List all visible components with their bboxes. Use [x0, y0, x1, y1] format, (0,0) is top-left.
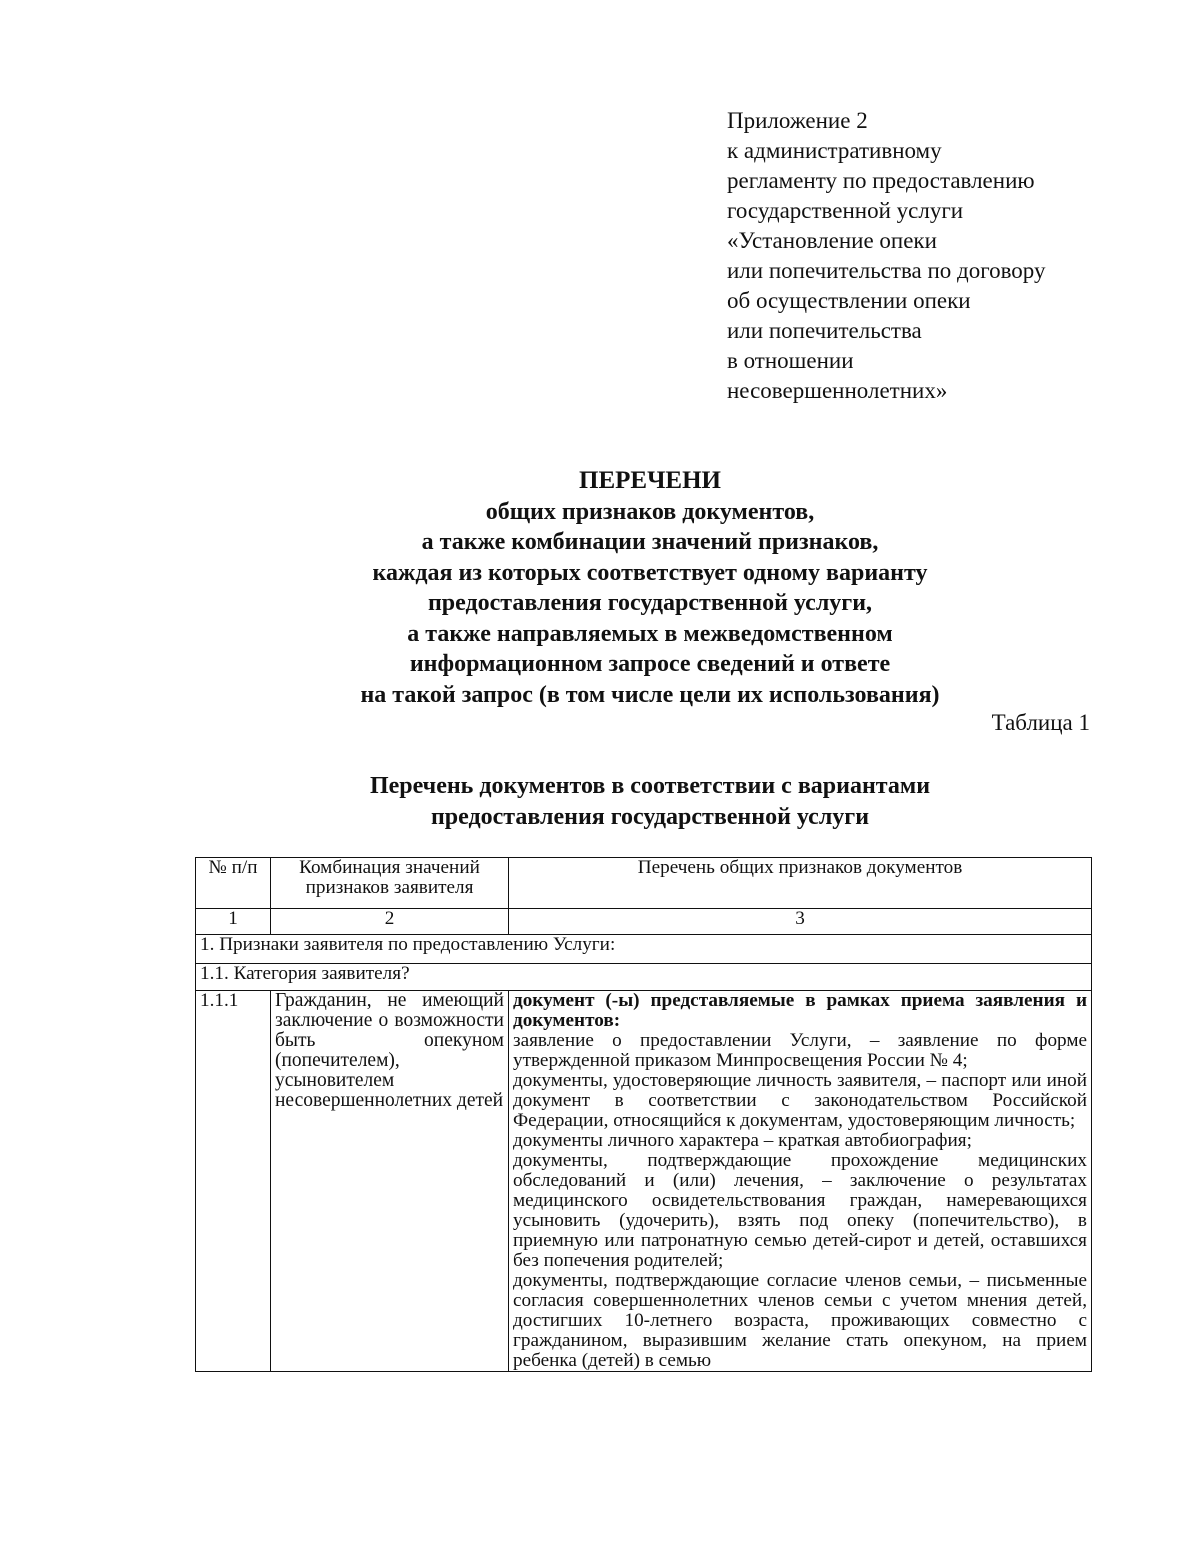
- appendix-line: государственной услуги: [727, 198, 964, 223]
- appendix-line: несовершеннолетних»: [727, 378, 948, 403]
- header-number: № п/п: [196, 858, 271, 909]
- applicant-combination: Гражданин, не имеющий заключение о возможности быть опекуном (попечителем), усыновителем несовершеннолетних детей: [271, 991, 509, 1372]
- table-label: Таблица 1: [991, 710, 1090, 735]
- title-line: общих признаков документов,: [485, 498, 815, 525]
- documents-heading: документ (-ы) представляемые в рамках приема заявления и документов:: [513, 990, 1087, 1031]
- table-title: [250, 771, 1050, 832]
- title-line: а также комбинации значений признаков,: [421, 529, 879, 555]
- document-item: документы личного характера – краткая автобиография;: [513, 1130, 972, 1151]
- title-line: каждая из которых соответствует одному варианту: [372, 559, 928, 586]
- header-applicant-combination: Комбинация значений признаков заявителя: [271, 858, 509, 909]
- subtitle-line: предоставления государственной услуги: [430, 803, 870, 830]
- title-line: на такой запрос (в том числе цели их использования): [360, 681, 940, 708]
- section-row: [196, 935, 1092, 964]
- document-title: [250, 466, 1050, 710]
- subsection-title: 1.1. Категория заявителя?: [196, 964, 1092, 991]
- appendix-line: об осуществлении опеки: [727, 288, 971, 313]
- column-number: 2: [271, 909, 509, 935]
- header-document-features: Перечень общих признаков документов: [509, 858, 1092, 909]
- appendix-line: или попечительства: [727, 318, 922, 343]
- appendix-line: «Установление опеки: [727, 228, 937, 253]
- table-header-row: [196, 858, 1092, 909]
- subsection-row: [196, 964, 1092, 991]
- section-title: 1. Признаки заявителя по предоставлению Услуги:: [196, 935, 1092, 964]
- document-item: документы, подтверждающие прохождение медицинских обследований и (или) лечения, – заключение о результатах медицинского освидетельствования граждан, намеревающихся усыновить (удочерить), взять под опеку (попечительство), в приемную или патронатную семью детей-сирот и детей, оставшихся без попечения родителей;: [513, 1150, 1087, 1271]
- title-line: а также направляемых в межведомственном: [407, 620, 893, 647]
- subtitle-line: Перечень документов в соответствии с вариантами: [369, 773, 931, 799]
- appendix-line: регламенту по предоставлению: [727, 168, 1035, 193]
- title-line: предоставления государственной услуги,: [427, 590, 873, 616]
- document-item: документы, подтверждающие согласие членов семьи, – письменные согласия совершеннолетних членов семьи с учетом мнения детей, достигших 10-летнего возраста, проживающих совместно с гражданином, выразившим желание стать опекуном, на прием ребенка (детей) в семью: [513, 1270, 1087, 1371]
- title-heading: ПЕРЕЧЕНИ: [579, 467, 721, 494]
- documents-table: [195, 857, 1092, 1372]
- row-number: 1.1.1: [196, 991, 271, 1372]
- appendix-block: [727, 106, 1147, 406]
- document-list: [509, 991, 1092, 1372]
- column-number: 1: [196, 909, 271, 935]
- appendix-line: в отношении: [727, 348, 854, 373]
- appendix-line: или попечительства по договору: [727, 258, 1046, 283]
- column-number: 3: [509, 909, 1092, 935]
- appendix-line: к административному: [727, 138, 942, 163]
- table-row: [196, 991, 1092, 1372]
- document-item: заявление о предоставлении Услуги, – заявление по форме утвержденной приказом Минпросвещения России № 4;: [513, 1030, 1087, 1071]
- column-number-row: [196, 909, 1092, 935]
- document-item: документы, удостоверяющие личность заявителя, – паспорт или иной документ в соответствии с законодательством Российской Федерации, относящийся к документам, удостоверяющим личность;: [513, 1070, 1087, 1131]
- title-line: информационном запросе сведений и ответе: [409, 651, 891, 677]
- appendix-line: Приложение 2: [727, 108, 868, 133]
